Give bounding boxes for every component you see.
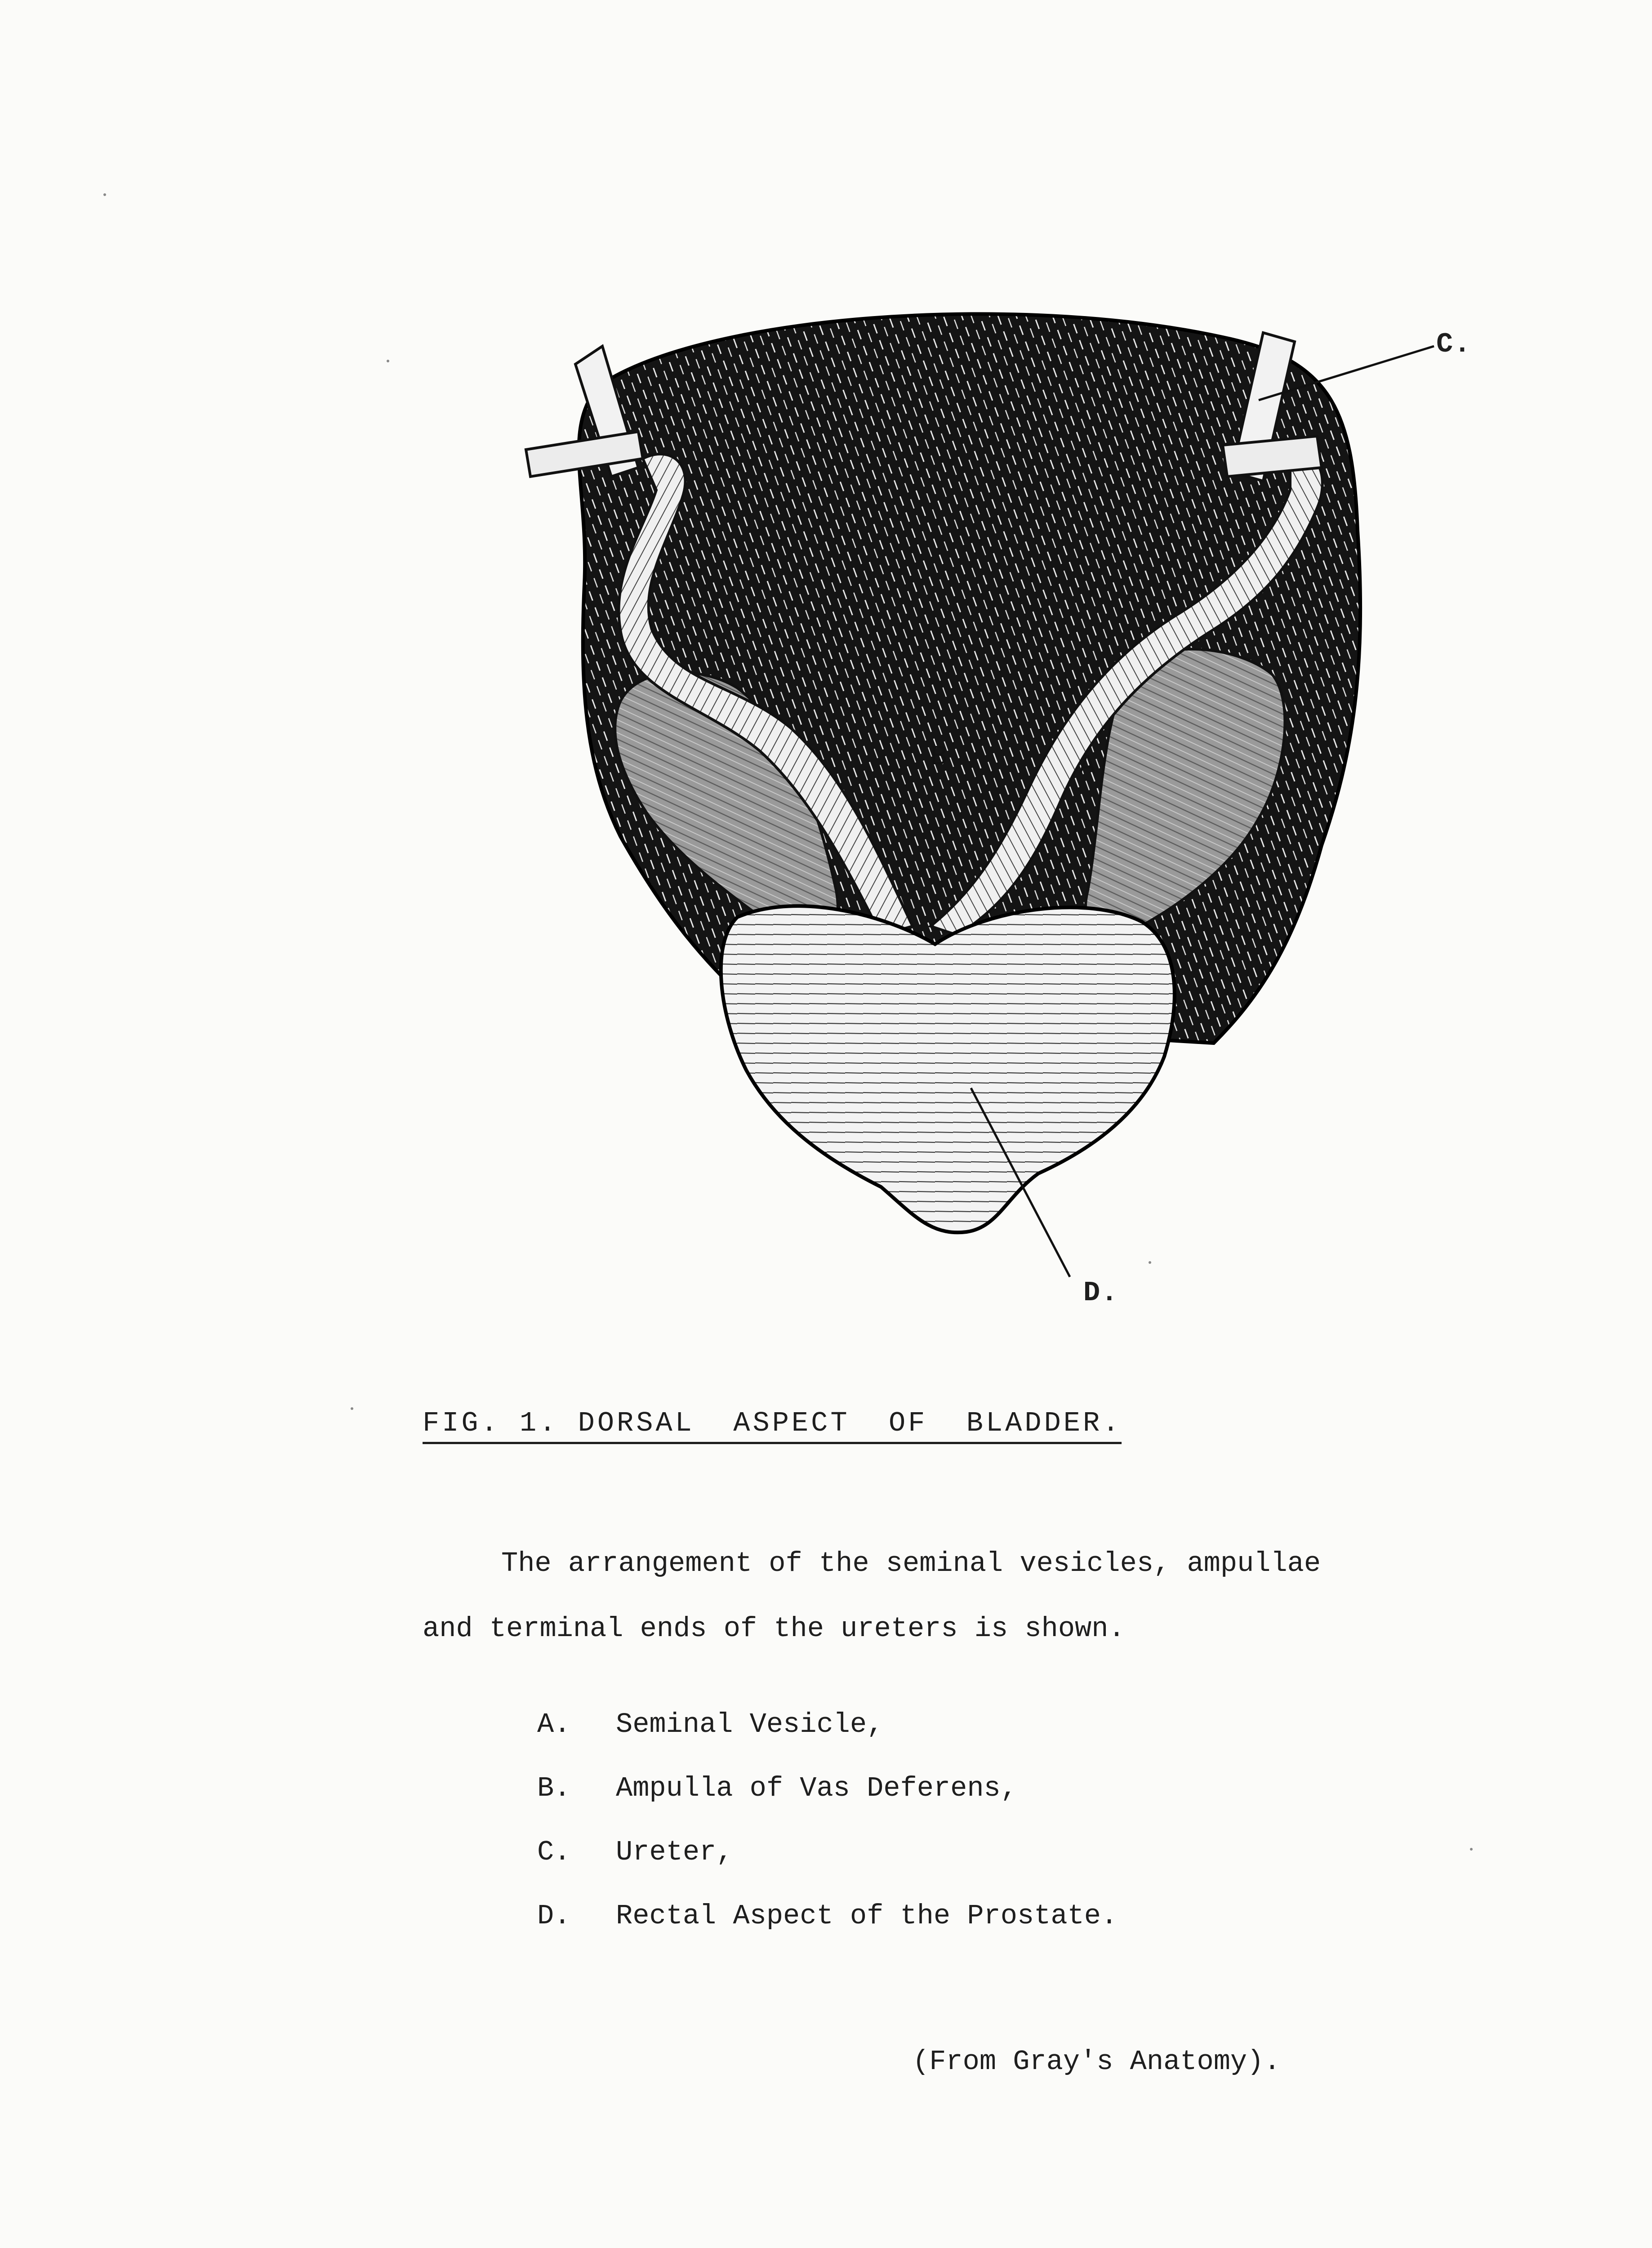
figure-legend: [537, 1708, 1118, 1964]
description-line-2: and terminal ends of the ureters is shown.: [423, 1613, 1125, 1645]
legend-text: Ampulla of Vas Deferens,: [616, 1772, 1017, 1804]
figure-caption: FIG. 1. DORSAL ASPECT OF BLADDER.: [423, 1407, 1122, 1444]
legend-text: Seminal Vesicle,: [616, 1708, 884, 1740]
legend-item-d: [537, 1900, 1118, 1964]
prostate-rectal-aspect: [721, 906, 1175, 1232]
legend-key: C.: [537, 1836, 571, 1868]
description-line-1: The arrangement of the seminal vesicles, ampullae: [501, 1548, 1321, 1579]
label-b: B: [931, 741, 948, 773]
paper-speck: [387, 360, 389, 362]
anatomical-figure: [450, 297, 1528, 1353]
legend-key: D.: [537, 1900, 571, 1932]
legend-text: Rectal Aspect of the Prostate.: [616, 1900, 1118, 1932]
paper-speck: [103, 193, 106, 196]
paper-speck: [351, 1407, 353, 1410]
bladder-illustration-icon: [450, 297, 1528, 1353]
legend-item-b: [537, 1772, 1118, 1836]
legend-key: A.: [537, 1708, 571, 1740]
legend-text: Ureter,: [616, 1836, 733, 1868]
legend-key: B.: [537, 1772, 571, 1804]
legend-item-a: [537, 1708, 1118, 1772]
paper-speck: [1470, 1848, 1473, 1851]
source-citation: (From Gray's Anatomy).: [913, 2046, 1281, 2078]
legend-item-c: [537, 1836, 1118, 1900]
label-a: A: [1079, 750, 1096, 782]
callout-label-d: D.: [1083, 1277, 1119, 1309]
callout-label-c: C.: [1436, 328, 1472, 360]
